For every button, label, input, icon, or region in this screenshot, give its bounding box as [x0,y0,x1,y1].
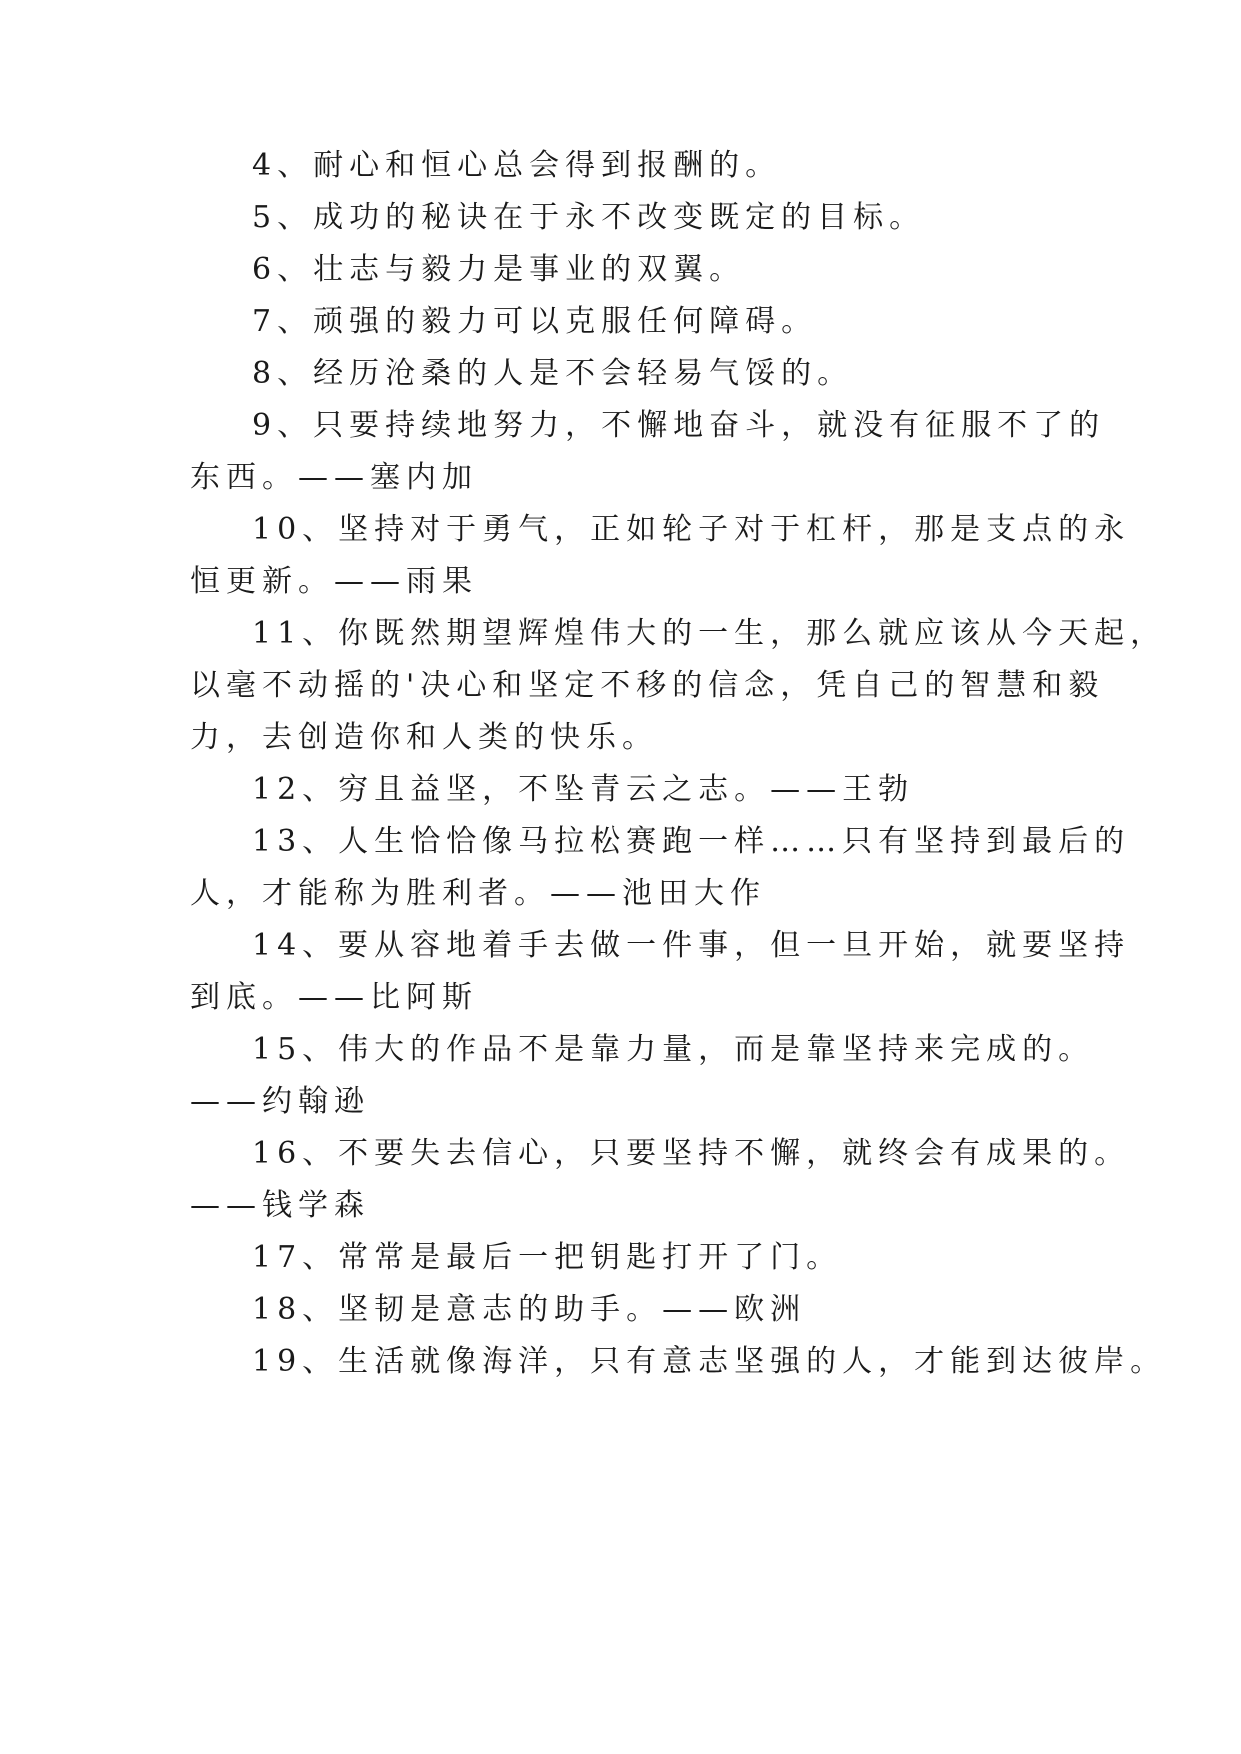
paragraph-line: 8、经历沧桑的人是不会轻易气馁的。 [252,356,854,391]
paragraph-line: 14、要从容地着手去做一件事，但一旦开始，就要坚持 [252,928,1131,963]
paragraph-line: 16、不要失去信心，只要坚持不懈，就终会有成果的。 [252,1136,1131,1171]
paragraph-line: 恒更新。——雨果 [190,564,478,599]
paragraph-line: ——约翰逊 [190,1084,370,1119]
paragraph-line: 12、穷且益坚，不坠青云之志。——王勃 [252,772,915,807]
paragraph-line: 4、耐心和恒心总会得到报酬的。 [252,148,782,183]
paragraph-line: 6、壮志与毅力是事业的双翼。 [252,252,746,287]
paragraph-line: 19、生活就像海洋，只有意志坚强的人，才能到达彼岸。 [252,1344,1167,1379]
paragraph-line: 15、伟大的作品不是靠力量，而是靠坚持来完成的。 [252,1032,1095,1067]
paragraph-line: 18、坚韧是意志的助手。——欧洲 [252,1292,807,1327]
paragraph-line: 人，才能称为胜利者。——池田大作 [190,876,766,911]
paragraph-line: 10、坚持对于勇气，正如轮子对于杠杆，那是支点的永 [252,512,1131,547]
paragraph-line: 以毫不动摇的'决心和坚定不移的信念，凭自己的智慧和毅 [190,668,1105,703]
paragraph-line: 力，去创造你和人类的快乐。 [190,720,658,755]
paragraph-line: 5、成功的秘诀在于永不改变既定的目标。 [252,200,926,235]
paragraph-line: 到底。——比阿斯 [190,980,478,1015]
paragraph-line: 11、你既然期望辉煌伟大的一生，那么就应该从今天起， [252,616,1167,651]
paragraph-line: 13、人生恰恰像马拉松赛跑一样……只有坚持到最后的 [252,824,1131,859]
paragraph-line: 东西。——塞内加 [190,460,478,495]
paragraph-line: 9、只要持续地努力，不懈地奋斗，就没有征服不了的 [252,408,1106,443]
paragraph-line: 7、顽强的毅力可以克服任何障碍。 [252,304,818,339]
paragraph-line: ——钱学森 [190,1188,370,1223]
paragraph-line: 17、常常是最后一把钥匙打开了门。 [252,1240,843,1275]
